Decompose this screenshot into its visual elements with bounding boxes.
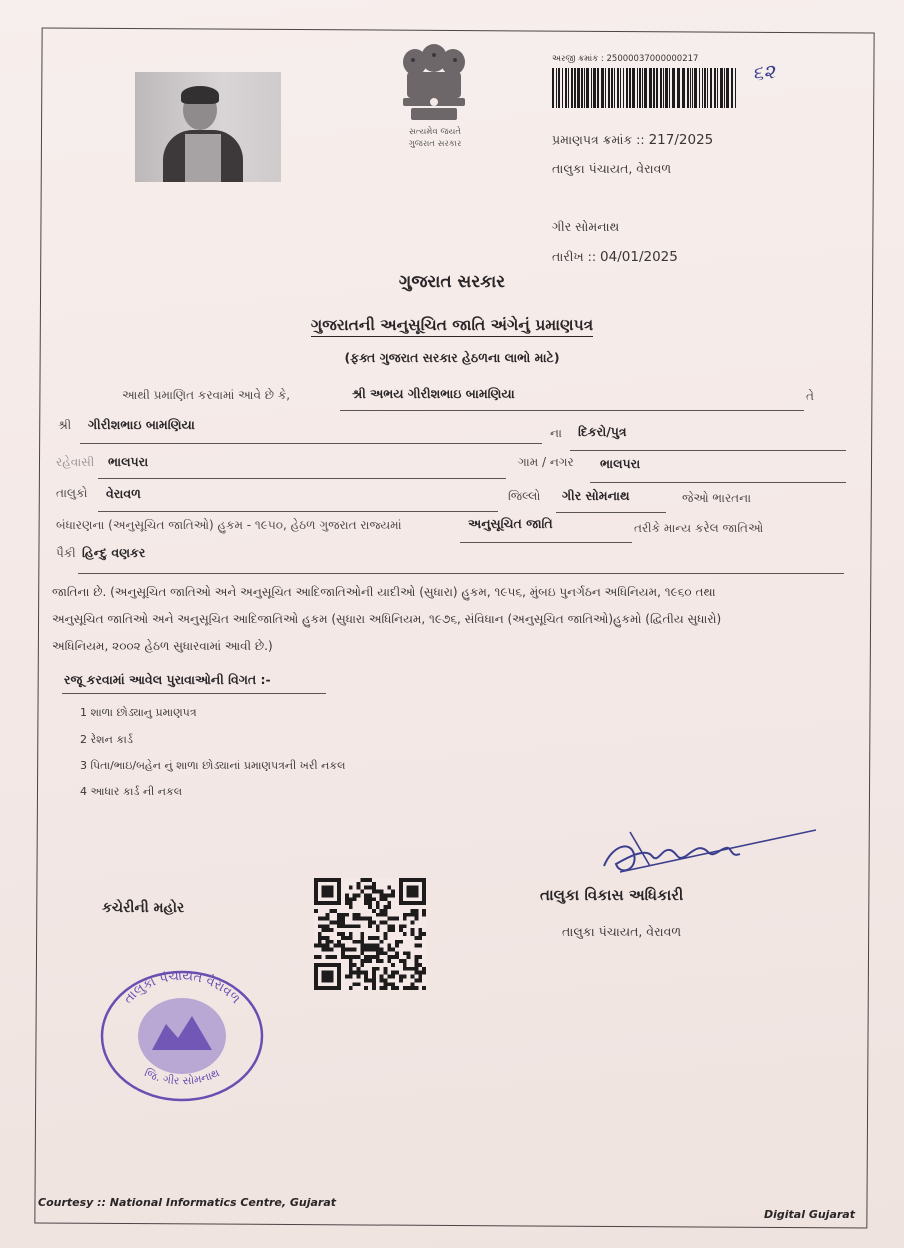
resident-value: ભાલપરા xyxy=(108,454,149,469)
legal-line-3: અધિનિયમ, ૨૦૦૨ હેઠળ સુધારવામાં આવી છે.) xyxy=(52,639,273,653)
taluka-underline xyxy=(98,511,498,512)
evidence-item: 3 પિતા/ભાઇ/બહેન નું શાળા છોડ્યાનાં પ્રમાણપત્રની ખરી નકલ xyxy=(80,759,346,772)
application-label: અરજી ક્રમાંક : xyxy=(552,54,604,64)
father-name: ગીરીશભાઇ બામણિયા xyxy=(88,417,195,432)
handwritten-number: ૬૨ xyxy=(750,58,777,86)
among-label: પૈકી xyxy=(56,546,76,560)
legal-paragraph xyxy=(52,579,832,660)
who-india-label: જેઓ ભારતના xyxy=(682,491,752,505)
taluka-value: વેરાવળ xyxy=(106,486,141,501)
certificate-title xyxy=(0,316,904,335)
stamp-text-bottom: જિ. ગીર સોમનાથ xyxy=(142,1066,222,1088)
relation-prefix: ના xyxy=(550,426,562,440)
footer-courtesy: Courtesy :: National Informatics Centre, Gujarat xyxy=(38,1196,337,1209)
relation-underline xyxy=(570,450,846,451)
application-value: 25000037000000217 xyxy=(606,54,699,64)
officer-title: તાલુકા વિકાસ અધિકારી xyxy=(540,886,684,904)
recognized-label: તરીકે માન્ય કરેલ જાતિઓ xyxy=(634,521,764,535)
certify-prefix: આથી પ્રમાણિત કરવામાં આવે છે કે, xyxy=(122,388,291,402)
te-label: તે xyxy=(806,389,814,403)
category-underline xyxy=(460,542,632,543)
emblem-caption xyxy=(375,126,495,150)
district-label: જિલ્લો xyxy=(508,489,541,503)
emblem-caption-govt: ગુજરાત સરકાર xyxy=(408,139,462,149)
relation-value: દિકરો/પુત્ર xyxy=(578,424,627,439)
issuer-office: તાલુકા પંચાયત, વેરાવળ xyxy=(552,161,672,176)
office-seal-label: કચેરીની મહોર xyxy=(102,900,185,916)
caste-underline xyxy=(78,573,844,574)
village-label: ગામ / નગર xyxy=(518,455,574,469)
applicant-photo xyxy=(135,72,281,182)
certificate-note: (ફક્ત ગુજરાત સરકાર હેઠળના લાભો માટે) xyxy=(344,350,560,365)
district-underline xyxy=(556,512,666,513)
legal-line-2: અનુસૂચિત જાતિઓ અને અનુસૂચિત આદિજાતિઓ હુકમ (સુધારા અધિનિયમ, ૧૯૭૬, સંવિધાન (અનુસૂચિત જાતિઓ)હુકમો (દ્વિતીય સુધારો) xyxy=(52,612,722,626)
name-underline xyxy=(340,410,804,411)
emblem-caption-motto: સત્યમેવ જયતે xyxy=(408,127,462,137)
village-value: ભાલપરા xyxy=(600,456,641,471)
date-value: 04/01/2025 xyxy=(600,249,678,265)
village-underline xyxy=(590,482,846,483)
district-value: ગીર સોમનાથ xyxy=(562,488,630,503)
shri-label: શ્રી xyxy=(58,418,72,432)
constitution-text: બંધારણના (અનુસૂચિત જાતિઓ) હુકમ - ૧૯૫૦, હેઠળ ગુજરાત રાજ્યમાં xyxy=(56,518,402,532)
resident-underline xyxy=(98,478,506,479)
caste-value: હિન્દુ વણકર xyxy=(82,545,146,560)
qr-code xyxy=(314,876,426,992)
footer-brand: Digital Gujarat xyxy=(764,1208,855,1221)
father-underline xyxy=(80,443,542,444)
state-emblem-icon xyxy=(393,42,475,126)
taluka-label: તાલુકો xyxy=(56,486,88,500)
category-value: અનુસૂચિત જાતિ xyxy=(468,516,553,531)
evidence-item: 1 શાળા છોડ્યાનુ પ્રમાણપત્ર xyxy=(80,706,197,719)
govt-title: ગુજરાત સરકાર xyxy=(398,272,506,292)
legal-line-1: જાતિના છે. (અનુસૂચિત જાતિઓ અને અનુસૂચિત આદિજાતિઓની યાદીઓ (સુધારા) હુકમ, ૧૯૫૬, મુંબઇ પુનર્ગઠન અધિનિયમ, ૧૯૬૦ તથા xyxy=(52,585,716,599)
barcode xyxy=(550,66,740,110)
application-number xyxy=(552,54,698,64)
resident-label: રહેવાસી xyxy=(56,455,95,469)
certificate-number xyxy=(552,132,713,148)
issue-date xyxy=(552,249,678,265)
issuer-district: ગીર સોમનાથ xyxy=(552,219,620,234)
evidence-item: 4 આધાર કાર્ડ ની નકલ xyxy=(80,785,183,798)
office-stamp xyxy=(96,966,268,1102)
evidence-item: 2 રેશન કાર્ડ xyxy=(80,733,133,746)
cert-no-label: પ્રમાણપત્ર ક્રમાંક :: xyxy=(552,132,645,147)
applicant-name: શ્રી અભય ગીરીશભાઇ બામણિયા xyxy=(352,386,515,401)
certificate-title-text: ગુજરાતની અનુસૂચિત જાતિ અંગેનું પ્રમાણપત્ર xyxy=(311,316,593,337)
evidence-heading-underline xyxy=(62,693,326,694)
date-label: તારીખ :: xyxy=(552,249,597,264)
officer-signature xyxy=(590,826,820,888)
evidence-heading: રજૂ કરવામાં આવેલ પુરાવાઓની વિગત :- xyxy=(64,672,271,687)
officer-office: તાલુકા પંચાયત, વેરાવળ xyxy=(562,924,682,939)
cert-no-value: 217/2025 xyxy=(648,132,714,148)
stamp-text-top: તાલુકા પંચાયત વેરાવળ xyxy=(121,968,243,1007)
